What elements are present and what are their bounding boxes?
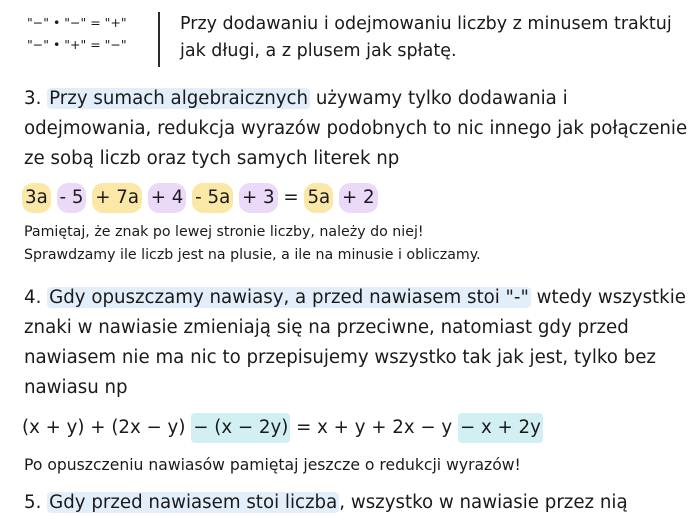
term-3a: 3a bbox=[22, 183, 51, 213]
sign-rules bbox=[27, 12, 127, 56]
section-3-highlight: Przy sumach algebraicznych bbox=[49, 88, 309, 109]
brackets-part-1: (x + y) + (2x − y) bbox=[22, 417, 192, 438]
term-plus-3: + 3 bbox=[239, 183, 278, 213]
section-3-text: używamy tylko dodawania i odejmowania, redukcja wyrazów podobnych to nic innego jak połączenie ze sobą liczb oraz tych samych literek np bbox=[24, 88, 688, 169]
result-plus-2: + 2 bbox=[339, 183, 378, 213]
result-5a: 5a bbox=[304, 183, 333, 213]
term-plus-7a: + 7a bbox=[92, 183, 142, 213]
reduction-example bbox=[22, 183, 378, 213]
term-plus-4: + 4 bbox=[148, 183, 187, 213]
brackets-part-3: = x + y + 2x − y bbox=[290, 417, 458, 438]
sign-rule-minus-minus: "−" • "−" = "+" bbox=[27, 15, 127, 30]
section-3-paragraph bbox=[24, 84, 692, 174]
section-4-number: 4. bbox=[24, 287, 42, 308]
sign-rules-note: Przy dodawaniu i odejmowaniu liczby z minusem traktuj jak długi, a z plusem jak spłatę. bbox=[180, 14, 672, 61]
equals-sign: = bbox=[277, 187, 305, 208]
section-3-notes bbox=[24, 221, 692, 267]
note-count-signs: Sprawdzamy ile liczb jest na plusie, a ile na minusie i obliczamy. bbox=[24, 247, 481, 263]
section-5-highlight: Gdy przed nawiasem stoi liczba bbox=[49, 492, 338, 513]
term-minus-5a: - 5a bbox=[192, 183, 233, 213]
sign-rule-minus-plus: "−" • "+" = "−" bbox=[27, 37, 127, 52]
section-4-paragraph bbox=[24, 283, 692, 403]
section-3-number: 3. bbox=[24, 88, 42, 109]
section-5-text: , wszystko w nawiasie przez nią bbox=[339, 492, 628, 513]
section-4-highlight: Gdy opuszczamy nawiasy, a przed nawiasem stoi "-" bbox=[49, 287, 529, 308]
vertical-divider bbox=[158, 12, 160, 67]
brackets-negated: − (x − 2y) bbox=[191, 413, 290, 443]
section-4-text: wtedy wszystkie znaki w nawiasie zmieniają się na przeciwne, natomiast gdy przed nawiasem nie ma nic to przepisujemy wszystko tak jak jest, tylko bez nawiasu np bbox=[24, 287, 686, 398]
section-5-paragraph bbox=[24, 488, 692, 518]
term-minus-5: - 5 bbox=[57, 183, 87, 213]
brackets-result-highlight: − x + 2y bbox=[458, 413, 543, 443]
section-4-note: Po opuszczeniu nawiasów pamiętaj jeszcze o redukcji wyrazów! bbox=[24, 456, 521, 474]
note-sign-belongs: Pamiętaj, że znak po lewej stronie liczby, należy do niej! bbox=[24, 224, 424, 240]
brackets-example bbox=[22, 413, 543, 443]
section-5-number: 5. bbox=[24, 492, 42, 513]
